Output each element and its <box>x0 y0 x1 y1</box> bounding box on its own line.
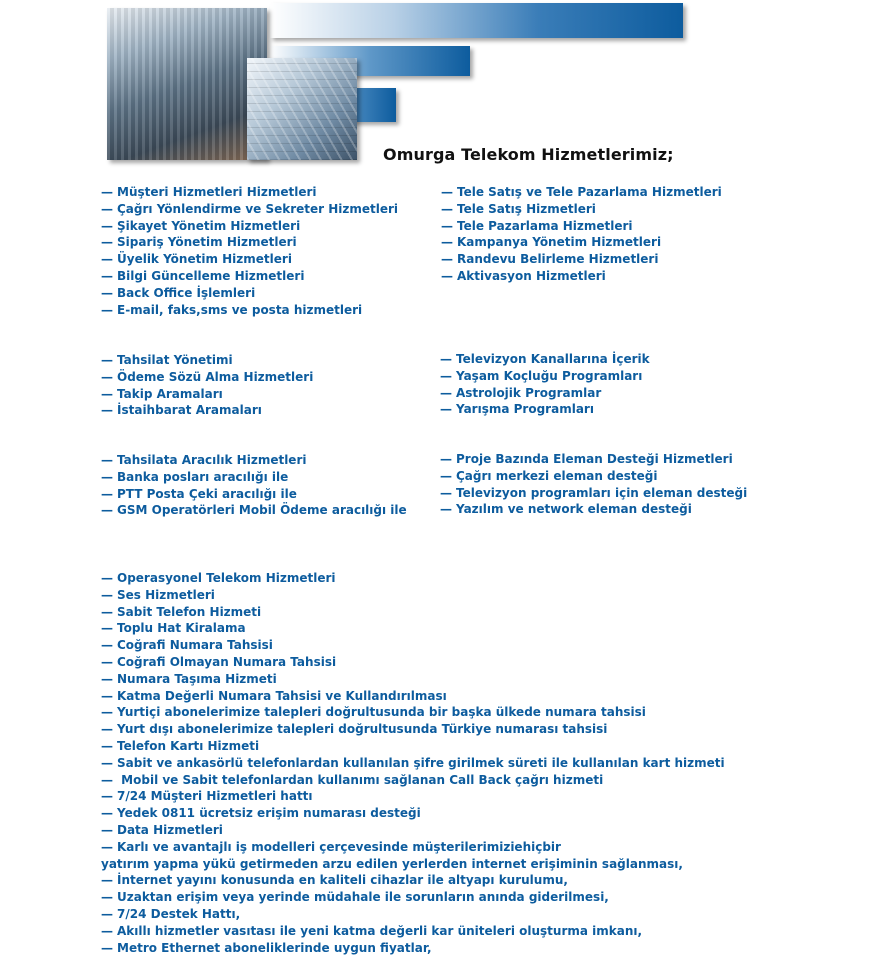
bullet-dash: — <box>440 468 452 483</box>
bullet-dash: — <box>440 402 452 417</box>
list-item-text: Çağrı Yönlendirme ve Sekreter Hizmetleri <box>117 201 399 216</box>
list-item-text: Operasyonel Telekom Hizmetleri <box>117 571 336 585</box>
list-item <box>101 721 725 738</box>
list-item-text: Tahsilat Yönetimi <box>117 353 233 367</box>
list-item-text: Metro Ethernet aboneliklerinde uygun fiyatlar, <box>117 940 432 955</box>
list-item <box>440 401 650 418</box>
list-item-text: Uzaktan erişim veya yerinde müdahale ile sorunların anında giderilmesi, <box>117 890 609 905</box>
list-item <box>101 604 725 621</box>
bullet-dash: — <box>441 235 453 250</box>
list-item-text: Aktivasyon Hizmetleri <box>457 268 606 283</box>
list-item <box>101 704 725 721</box>
bullet-dash: — <box>101 185 113 199</box>
list-item-text: Sipariş Yönetim Hizmetleri <box>117 235 297 250</box>
list-item-text: Akıllı hizmetler vasıtası ile yeni katma değerli kar üniteleri oluşturma imkanı, <box>117 923 643 938</box>
bullet-dash: — <box>440 352 452 366</box>
page-title: Omurga Telekom Hizmetlerimiz; <box>383 145 674 164</box>
list-item-text: İnternet yayını konusunda en kaliteli cihazlar ile altyapı kurulumu, <box>117 873 568 888</box>
bullet-dash: — <box>101 789 113 804</box>
list-item-text: Kampanya Yönetim Hizmetleri <box>457 235 662 250</box>
list-item-text: Randevu Belirleme Hizmetleri <box>457 252 659 267</box>
list-item <box>440 385 650 402</box>
bullet-dash: — <box>101 890 113 905</box>
list-item-text: Astrolojik Programlar <box>456 385 602 400</box>
list-item <box>101 201 398 218</box>
bullet-dash: — <box>101 252 113 267</box>
bullet-dash: — <box>101 839 113 854</box>
list-item-text: Televizyon programları için eleman desteği <box>456 485 748 500</box>
service-list-telesales <box>441 184 722 285</box>
bullet-dash: — <box>101 268 113 283</box>
list-item-text: Yaşam Koçluğu Programları <box>456 368 643 383</box>
list-item <box>101 369 313 386</box>
bullet-dash: — <box>440 485 452 500</box>
list-item-text: Yarışma Programları <box>456 402 594 417</box>
bullet-dash: — <box>101 822 113 837</box>
list-item-text: Coğrafi Numara Tahsisi <box>117 638 273 653</box>
list-item <box>101 570 725 587</box>
bullet-dash: — <box>101 688 113 703</box>
bullet-dash: — <box>440 368 452 383</box>
list-item <box>101 302 398 319</box>
list-item <box>101 469 407 486</box>
banner-bar-top <box>270 3 683 38</box>
list-item <box>441 218 722 235</box>
list-item-text: Şikayet Yönetim Hizmetleri <box>117 218 301 233</box>
list-item <box>101 352 313 369</box>
list-item <box>101 822 725 839</box>
list-item-text: Tele Satış ve Tele Pazarlama Hizmetleri <box>457 185 722 199</box>
list-item-text: Yurt dışı abonelerimize talepleri doğrultusunda Türkiye numarası tahsisi <box>117 722 608 737</box>
bullet-dash: — <box>101 738 113 753</box>
list-item <box>101 923 725 940</box>
list-item <box>101 654 725 671</box>
list-item-text: Ses Hizmetleri <box>117 587 215 602</box>
list-item <box>441 201 722 218</box>
list-item-text: Coğrafi Olmayan Numara Tahsisi <box>117 654 337 669</box>
list-item <box>101 940 725 957</box>
list-item <box>441 184 722 201</box>
list-item <box>101 234 398 251</box>
bullet-dash: — <box>441 185 453 199</box>
list-item <box>101 872 725 889</box>
list-item <box>440 368 650 385</box>
bullet-dash: — <box>441 218 453 233</box>
list-item-text: Müşteri Hizmetleri Hizmetleri <box>117 185 317 199</box>
bullet-dash: — <box>441 252 453 267</box>
bullet-dash: — <box>101 386 113 401</box>
list-item <box>440 351 650 368</box>
bullet-dash: — <box>101 772 113 787</box>
list-item <box>101 402 313 419</box>
bullet-dash: — <box>101 755 113 770</box>
list-item <box>441 268 722 285</box>
bullet-dash: — <box>101 486 113 501</box>
list-item-text: Bilgi Güncelleme Hizmetleri <box>117 268 305 283</box>
list-item <box>101 688 725 705</box>
bullet-dash: — <box>101 654 113 669</box>
list-item-text: Tele Satış Hizmetleri <box>457 201 596 216</box>
list-item <box>440 485 747 502</box>
list-item <box>101 285 398 302</box>
list-item-text: Çağrı merkezi eleman desteği <box>456 468 658 483</box>
list-item <box>101 772 725 789</box>
list-item-text: Mobil ve Sabit telefonlardan kullanımı sağlanan Call Back çağrı hizmeti <box>117 772 604 787</box>
list-item <box>101 452 407 469</box>
list-item <box>101 620 725 637</box>
list-item-text: Yazılım ve network eleman desteği <box>456 502 692 517</box>
list-item-text: Televizyon Kanallarına İçerik <box>456 352 650 366</box>
bullet-dash: — <box>101 503 113 518</box>
bullet-dash: — <box>441 201 453 216</box>
list-item <box>101 805 725 822</box>
bullet-dash: — <box>101 353 113 367</box>
list-item-text: Banka posları aracılığı ile <box>117 469 289 484</box>
list-item-text: Telefon Kartı Hizmeti <box>117 738 260 753</box>
bullet-dash: — <box>101 906 113 921</box>
list-item <box>101 268 398 285</box>
list-item-text: Yedek 0811 ücretsiz erişim numarası desteği <box>117 806 421 821</box>
bullet-dash: — <box>101 571 113 585</box>
bullet-dash: — <box>101 453 113 467</box>
list-item <box>101 184 398 201</box>
list-item-text: Tahsilata Aracılık Hizmetleri <box>117 453 307 467</box>
list-item <box>441 234 722 251</box>
list-item-text: Takip Aramaları <box>117 386 223 401</box>
list-item-text: Karlı ve avantajlı iş modelleri çerçevesinde müşterilerimiziehiçbir <box>117 839 561 854</box>
list-item-text: Katma Değerli Numara Tahsisi ve Kullandırılması <box>117 688 447 703</box>
list-item-text: Numara Taşıma Hizmeti <box>117 671 277 686</box>
service-list-staff-support <box>440 451 747 518</box>
service-list-collection <box>101 352 313 419</box>
list-item-text: Ödeme Sözü Alma Hizmetleri <box>117 369 314 384</box>
list-item <box>101 906 725 923</box>
bullet-dash: — <box>101 302 113 317</box>
list-item-text: GSM Operatörleri Mobil Ödeme aracılığı ile <box>117 503 407 518</box>
list-item-text: Tele Pazarlama Hizmetleri <box>457 218 633 233</box>
bullet-dash: — <box>101 621 113 636</box>
list-item-text: Sabit ve ankasörlü telefonlardan kullanılan şifre girilmek süreti ile kullanılan kart hizmeti <box>117 755 725 770</box>
list-item <box>441 251 722 268</box>
bullet-dash: — <box>101 604 113 619</box>
bullet-dash: — <box>101 722 113 737</box>
bullet-dash: — <box>101 403 113 418</box>
list-item <box>440 468 747 485</box>
list-item <box>101 738 725 755</box>
service-list-customer <box>101 184 398 318</box>
bullet-dash: — <box>440 452 452 466</box>
service-list-telecom <box>101 570 725 956</box>
list-item <box>440 501 747 518</box>
list-item-text: İstaihbarat Aramaları <box>117 403 262 418</box>
list-item-text: Yurtiçi abonelerimize talepleri doğrultusunda bir başka ülkede numara tahsisi <box>117 705 646 720</box>
bullet-dash: — <box>440 385 452 400</box>
bullet-dash: — <box>101 587 113 602</box>
list-item-text: 7/24 Müşteri Hizmetleri hattı <box>117 789 313 804</box>
list-item <box>101 502 407 519</box>
bullet-dash: — <box>101 705 113 720</box>
list-item <box>101 839 725 856</box>
list-item <box>101 637 725 654</box>
list-item-text: PTT Posta Çeki aracılığı ile <box>117 486 297 501</box>
bullet-dash: — <box>101 235 113 250</box>
building-photo-glass <box>247 58 357 160</box>
list-item-text: Toplu Hat Kiralama <box>117 621 246 636</box>
list-item-text: 7/24 Destek Hattı, <box>117 906 241 921</box>
bullet-dash: — <box>101 369 113 384</box>
list-item <box>101 218 398 235</box>
bullet-dash: — <box>101 469 113 484</box>
bullet-dash: — <box>441 268 453 283</box>
bullet-dash: — <box>101 806 113 821</box>
list-item <box>101 889 725 906</box>
building-photo-tower <box>107 8 267 160</box>
bullet-dash: — <box>101 201 113 216</box>
bullet-dash: — <box>101 873 113 888</box>
list-item-text: Proje Bazında Eleman Desteği Hizmetleri <box>456 452 733 466</box>
bullet-dash: — <box>101 638 113 653</box>
list-item <box>101 671 725 688</box>
list-item-text: Data Hizmetleri <box>117 822 223 837</box>
list-item <box>101 386 313 403</box>
bullet-dash: — <box>101 923 113 938</box>
list-item <box>101 251 398 268</box>
list-item <box>101 755 725 772</box>
list-item <box>440 451 747 468</box>
list-item-text: Back Office İşlemleri <box>117 285 256 300</box>
list-item <box>101 587 725 604</box>
bullet-dash: — <box>101 218 113 233</box>
bullet-dash: — <box>101 940 113 955</box>
bullet-dash: — <box>101 285 113 300</box>
bullet-dash: — <box>101 671 113 686</box>
list-item-text: Üyelik Yönetim Hizmetleri <box>117 252 292 267</box>
list-item <box>101 788 725 805</box>
service-list-collection-mediation <box>101 452 407 519</box>
service-list-tv-content <box>440 351 650 418</box>
list-item-continuation: yatırım yapma yükü getirmeden arzu edilen yerlerden internet erişiminin sağlanması, <box>101 856 683 871</box>
bullet-dash: — <box>440 502 452 517</box>
list-item-text: E-mail, faks,sms ve posta hizmetleri <box>117 302 363 317</box>
list-item-text: Sabit Telefon Hizmeti <box>117 604 262 619</box>
list-item <box>101 486 407 503</box>
